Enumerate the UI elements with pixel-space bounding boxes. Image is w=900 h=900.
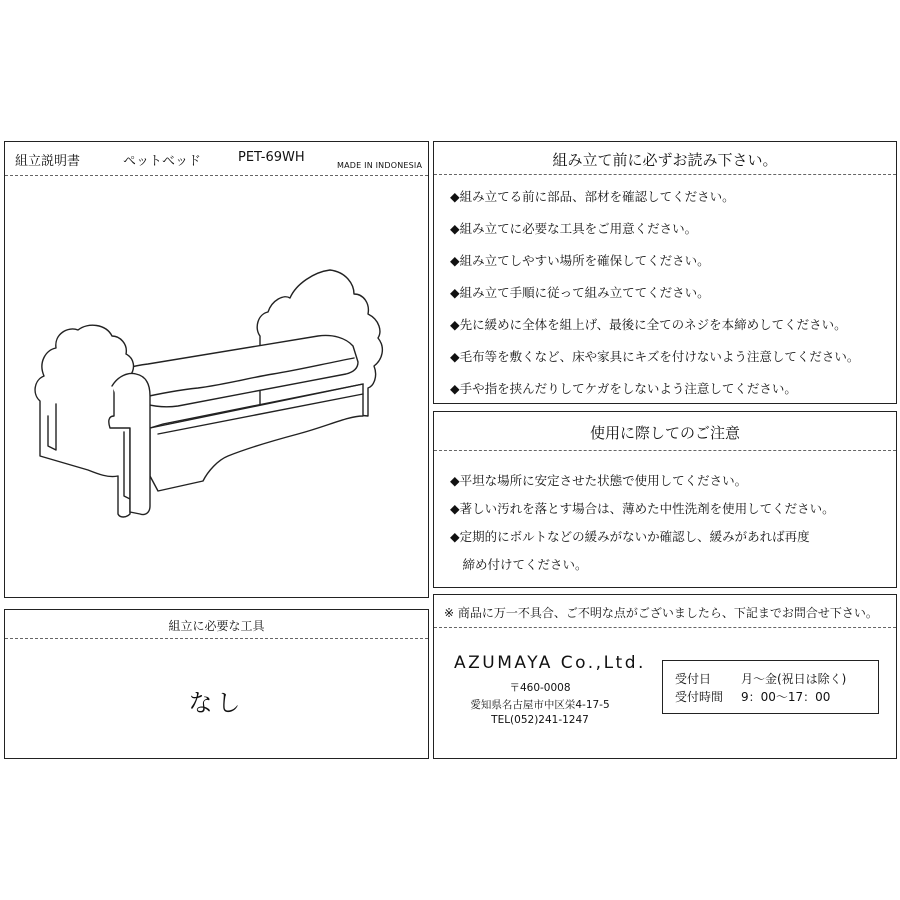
reception-hours-label: 受付時間: [675, 690, 724, 704]
usage-item: ◆定期的にボルトなどの緩みがないか確認し、緩みがあれば再度: [450, 529, 810, 544]
usage-item: ◆平坦な場所に安定させた状態で使用してください。: [450, 473, 748, 488]
before-item: ◆手や指を挟んだりしてケガをしないよう注意してください。: [450, 381, 797, 396]
pet-bed-illustration: [28, 266, 398, 526]
reception-days: 月～金(祝日は除く): [741, 672, 847, 686]
model-number: PET-69WH: [238, 150, 305, 165]
company-name: AZUMAYA Co.,Ltd.: [454, 653, 646, 673]
before-item: ◆毛布等を敷くなど、床や家具にキズを付けないよう注意してください。: [450, 349, 860, 364]
before-item: ◆組み立て手順に従って組み立ててください。: [450, 285, 710, 300]
reception-hours-row: [675, 688, 830, 705]
tools-divider: [5, 638, 428, 639]
address: 愛知県名古屋市中区栄4-17-5: [470, 699, 610, 711]
contact-notice: ※ 商品に万一不具合、ご不明な点がございましたら、下記までお問合せ下さい。: [444, 606, 878, 620]
before-assembly-title: 組み立て前に必ずお読み下さい。: [552, 151, 778, 169]
before-assembly-panel: [433, 141, 897, 404]
before-item: ◆組み立てる前に部品、部材を確認してください。: [450, 189, 735, 204]
phone-number: TEL(052)241-1247: [491, 714, 589, 726]
reception-hours-box: [662, 660, 879, 714]
reception-hours: 9：00～17：00: [741, 690, 831, 704]
before-item: ◆先に緩めに全体を組上げ、最後に全てのネジを本締めしてください。: [450, 317, 847, 332]
usage-notes-title: 使用に際してのご注意: [589, 424, 740, 442]
contact-panel: [433, 594, 897, 759]
before-item: ◆組み立てに必要な工具をご用意ください。: [450, 221, 698, 236]
reception-days-label: 受付日: [675, 672, 712, 686]
tools-value: なし: [188, 689, 245, 717]
usage-notes-divider: [434, 450, 896, 451]
before-item: ◆組み立てしやすい場所を確保してください。: [450, 253, 710, 268]
contact-divider: [434, 627, 896, 628]
usage-item: ◆著しい汚れを落とす場合は、薄めた中性洗剤を使用してください。: [450, 501, 835, 516]
postal-code: 〒460-0008: [509, 682, 571, 694]
usage-item: 締め付けてください。: [450, 557, 588, 572]
product-header: [5, 142, 428, 175]
usage-notes-panel: [433, 411, 897, 588]
reception-days-row: [675, 670, 846, 687]
origin-label: MADE IN INDONESIA: [337, 161, 423, 170]
front-headboard: [35, 325, 133, 517]
tools-title: 組立に必要な工具: [168, 619, 265, 633]
before-assembly-divider: [434, 174, 896, 175]
manual-title: 組立説明書: [15, 154, 81, 169]
header-divider: [5, 175, 428, 176]
product-name: ペットベッド: [123, 154, 202, 169]
